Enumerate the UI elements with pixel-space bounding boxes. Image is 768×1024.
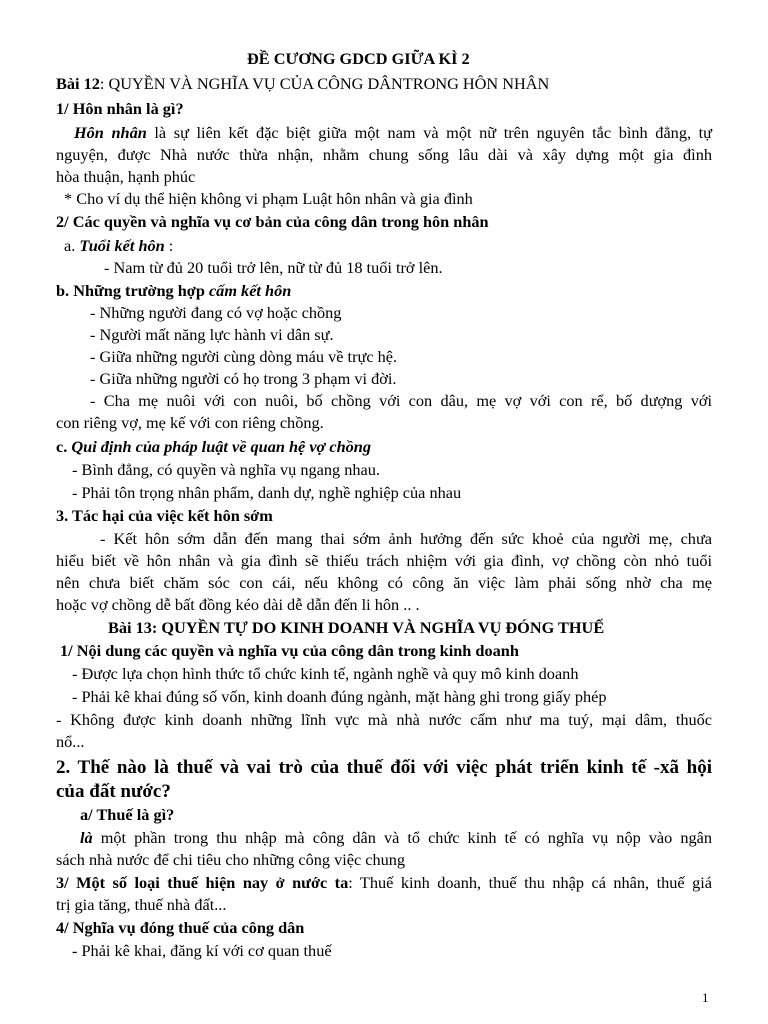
- heading-3-line: 3/ Một số loại thuế hiện nay ở nước ta: Thuế kinh doanh, thuế thu nhập cá nhân, thuế giá: [56, 873, 712, 892]
- list-item: - Cha mẹ nuôi với con nuôi, bố chồng với con dâu, mẹ vợ với con rể, bố dượng với: [90, 391, 712, 410]
- heading-3: 3. Tác hại của việc kết hôn sớm: [56, 506, 273, 525]
- list-item: - Giữa những người có họ trong 3 phạm vi đời.: [90, 369, 397, 388]
- list-item: - Phải kê khai đúng số vốn, kinh doanh đúng ngành, mặt hàng ghi trong giấy phép: [72, 687, 607, 706]
- lesson-12-title: Bài 12: QUYỀN VÀ NGHĨA VỤ CỦA CÔNG DÂNTRONG HÔN NHÂN: [56, 74, 550, 93]
- subheading-a: a/ Thuế là gì?: [80, 805, 175, 824]
- heading-1: 1/ Nội dung các quyền và nghĩa vụ của công dân trong kinh doanh: [60, 641, 519, 660]
- list-item: - Phải tôn trọng nhân phẩm, danh dự, nghề nghiệp của nhau: [72, 483, 462, 502]
- list-item: - Không được kinh doanh những lĩnh vực mà nhà nước cấm như ma tuý, mại dâm, thuốc: [56, 710, 712, 729]
- paragraph-line: - Kết hôn sớm dẫn đến mang thai sớm ảnh hưởng đến sức khoẻ của người mẹ, chưa: [100, 529, 712, 548]
- list-item-continued: nổ...: [56, 732, 85, 751]
- list-item: - Được lựa chọn hình thức tổ chức kinh tế, ngành nghề và quy mô kinh doanh: [72, 664, 579, 683]
- list-item: - Bình đẳng, có quyền và nghĩa vụ ngang nhau.: [72, 460, 380, 479]
- paragraph-line: là một phần trong thu nhập mà công dân và tổ chức kinh tế có nghĩa vụ nộp vào ngân: [80, 828, 712, 847]
- heading-1: 1/ Hôn nhân là gì?: [56, 99, 184, 118]
- paragraph-line: Hôn nhân là sự liên kết đặc biệt giữa một nam và một nữ trên nguyên tắc bình đẳng, tự: [74, 123, 712, 142]
- paragraph-line: trị gia tăng, thuế nhà đất...: [56, 895, 227, 914]
- document-title: ĐỀ CƯƠNG GDCD GIỮA KÌ 2: [247, 49, 470, 68]
- paragraph-line: hoặc vợ chồng dễ bất đồng kéo dài dễ dẫn đến li hôn .. .: [56, 595, 420, 614]
- list-item: - Nam từ đủ 20 tuổi trở lên, nữ từ đủ 18 tuổi trở lên.: [104, 258, 443, 277]
- list-item: - Người mất năng lực hành vi dân sự.: [90, 325, 334, 344]
- subheading-a: a. Tuổi kết hôn :: [64, 236, 174, 255]
- paragraph-line: hiểu biết về hôn nhân và gia đình sẽ thiếu trách nhiệm với gia đình, vợ chồng còn nhỏ tuổi: [56, 551, 712, 570]
- subheading-b: b. Những trường hợp cấm kết hôn: [56, 281, 292, 300]
- heading-4: 4/ Nghĩa vụ đóng thuế của công dân: [56, 918, 305, 937]
- lesson-13-title: Bài 13: QUYỀN TỰ DO KINH DOANH VÀ NGHĨA VỤ ĐÓNG THUẾ: [108, 618, 605, 637]
- paragraph-line: sách nhà nước để chi tiêu cho những công việc chung: [56, 850, 406, 869]
- page-number: 1: [702, 990, 709, 1005]
- list-item-continued: con riêng vợ, mẹ kế với con riêng chồng.: [56, 413, 324, 432]
- example-note: * Cho ví dụ thể hiện không vi phạm Luật hôn nhân và gia đình: [64, 189, 473, 208]
- heading-2: 2. Thế nào là thuế và vai trò của thuế đối với việc phát triển kinh tế -xã hội: [56, 757, 712, 778]
- subheading-c: c. Qui định của pháp luật về quan hệ vợ chồng: [56, 437, 371, 456]
- heading-2-continued: của đất nước?: [56, 781, 171, 802]
- list-item: - Phải kê khai, đăng kí với cơ quan thuế: [72, 941, 332, 960]
- heading-2: 2/ Các quyền và nghĩa vụ cơ bản của công dân trong hôn nhân: [56, 212, 489, 231]
- list-item: - Giữa những người cùng dòng máu về trực hệ.: [90, 347, 398, 366]
- list-item: - Những người đang có vợ hoặc chồng: [90, 303, 342, 322]
- paragraph-line: nên chưa biết chăm sóc con cái, nếu không có công ăn việc làm phải sống nhờ cha mẹ: [56, 573, 712, 592]
- paragraph-line: nguyện, được Nhà nước thừa nhận, nhằm chung sống lâu dài và xây dựng một gia đình: [56, 145, 712, 164]
- paragraph-line: hòa thuận, hạnh phúc: [56, 167, 196, 186]
